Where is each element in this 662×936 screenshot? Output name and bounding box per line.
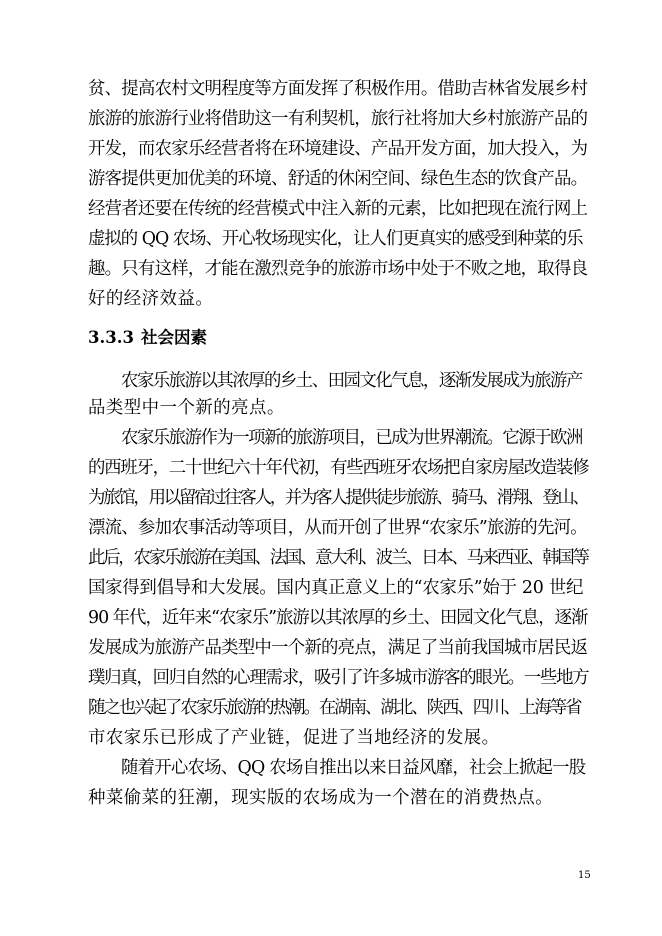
text-line: 漂流、参加农事活动等项目，从而开创了世界“农家乐”旅游的先河。 <box>88 518 587 538</box>
text-line: 旅游的旅游行业将借助这一有利契机，旅行社将加大乡村旅游产品的 <box>88 109 588 129</box>
text-line: 好的经济效益。 <box>88 289 214 309</box>
section-heading <box>88 327 207 349</box>
text-line: 种菜偷菜的狂潮，现实版的农场成为一个潜在的消费热点。 <box>88 788 554 808</box>
section-title: 社会因素 <box>140 328 207 347</box>
text-line: 国家得到倡导和大发展。国内真正意义上的“农家乐”始于 20 世纪 <box>88 578 584 598</box>
text-line: 游客提供更加优美的环境、舒适的休闲空间、绿色生态的饮食产品。 <box>88 169 588 189</box>
text-line: 随着开心农场、QQ 农场自推出以来日益风靡，社会上掀起一股 <box>121 758 586 778</box>
text-line: 贫、提高农村文明程度等方面发挥了积极作用。借助吉林省发展乡村 <box>88 79 588 99</box>
text-line: 农家乐旅游作为一项新的旅游项目，已成为世界潮流。它源于欧洲 <box>121 428 582 448</box>
text-line: 虚拟的 QQ 农场、开心牧场现实化，让人们更真实的感受到种菜的乐 <box>88 229 583 249</box>
text-line: 随之也兴起了农家乐旅游的热潮。在湖南、湖北、陕西、四川、上海等省 <box>88 698 581 718</box>
text-line: 品类型中一个新的亮点。 <box>88 398 285 418</box>
page-number: 15 <box>578 870 591 881</box>
text-line: 璞归真，回归自然的心理需求，吸引了许多城市游客的眼光。一些地方 <box>88 668 589 688</box>
section-number: 3.3.3 <box>88 328 134 347</box>
text-line: 90 年代，近年来“农家乐”旅游以其浓厚的乡土、田园文化气息，逐渐 <box>88 608 588 628</box>
text-line: 趣。只有这样，才能在激烈竞争的旅游市场中处于不败之地，取得良 <box>88 259 588 279</box>
text-line: 农家乐旅游以其浓厚的乡土、田园文化气息，逐渐发展成为旅游产 <box>121 371 582 391</box>
text-line: 为旅馆，用以留宿过往客人，并为客人提供徒步旅游、骑马、滑翔、登山、 <box>88 488 588 508</box>
text-line: 的西班牙，二十世纪六十年代初，有些西班牙农场把自家房屋改造装修 <box>88 458 589 478</box>
text-line: 经营者还要在传统的经营模式中注入新的元素，比如把现在流行网上 <box>88 199 588 219</box>
text-line: 市农家乐已形成了产业链，促进了当地经济的发展。 <box>88 728 500 748</box>
text-line: 发展成为旅游产品类型中一个新的亮点，满足了当前我国城市居民返 <box>88 638 588 658</box>
text-line: 此后，农家乐旅游在美国、法国、意大利、波兰、日本、马来西亚、韩国等 <box>88 548 588 568</box>
text-line: 开发，而农家乐经营者将在环境建设、产品开发方面，加大投入，为 <box>88 139 588 159</box>
